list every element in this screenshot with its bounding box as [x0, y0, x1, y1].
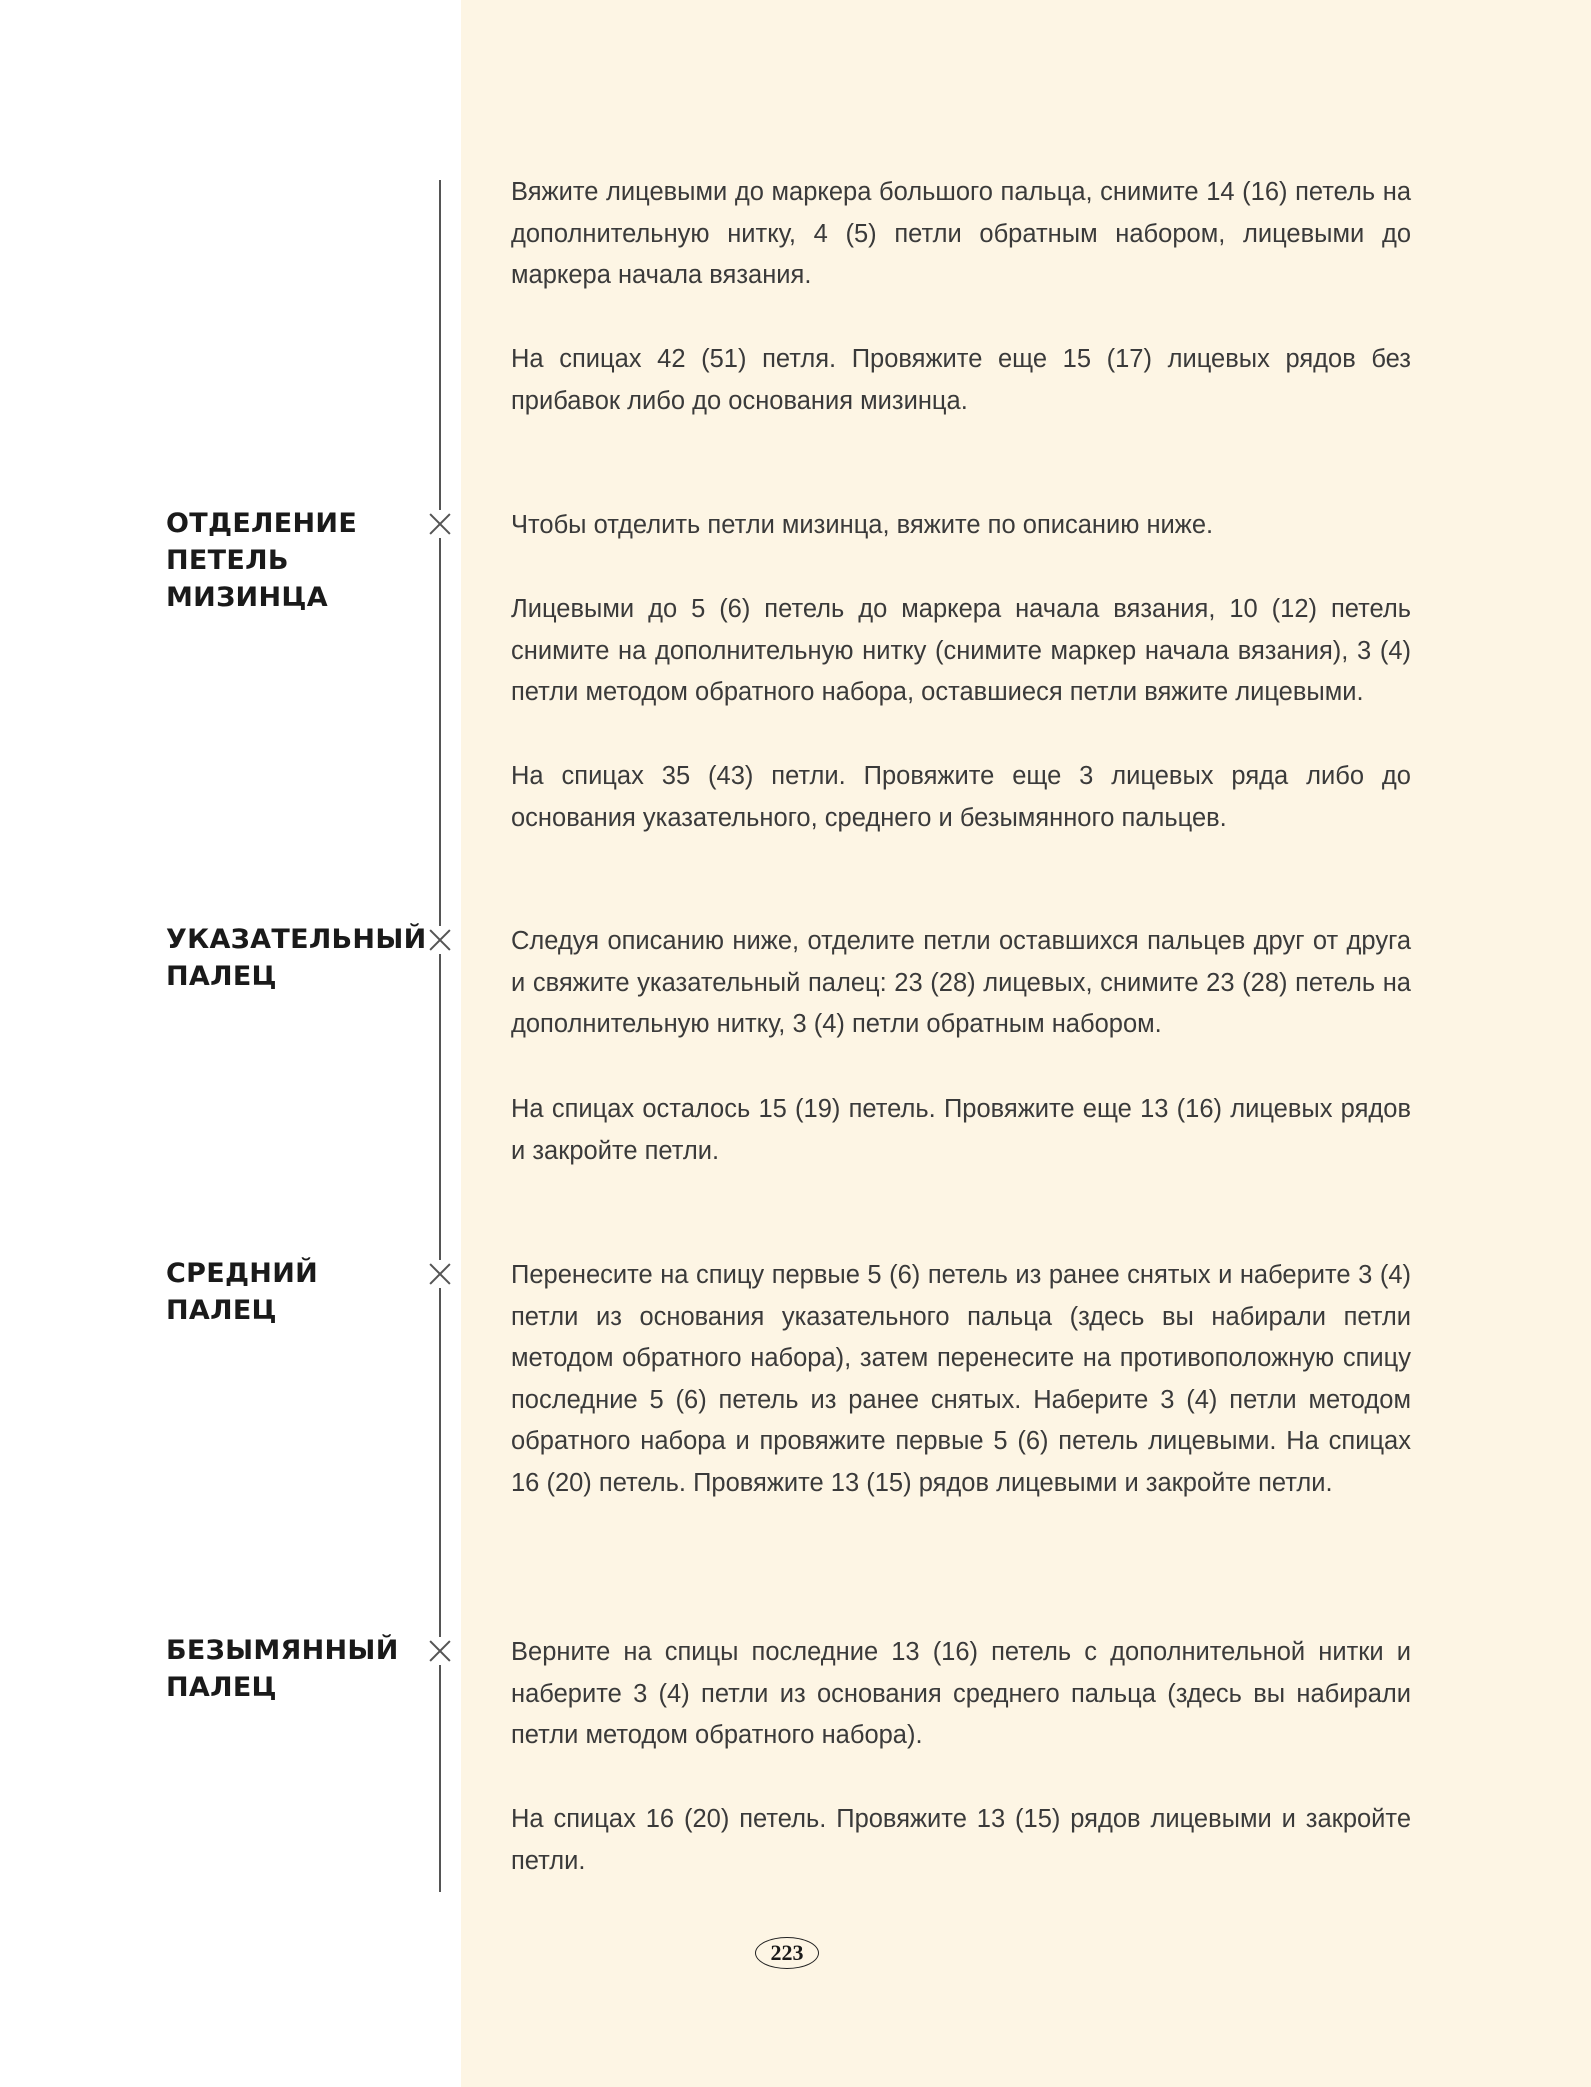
section-marker-cross-icon: [426, 926, 454, 954]
section-heading-pinky-separation: ОТДЕЛЕНИЕ ПЕТЕЛЬ МИЗИНЦА: [166, 508, 358, 613]
intro-paragraph-2: На спицах 42 (51) петля. Провяжите еще 15 (17) лицевых рядов без прибавок либо до основания мизинца.: [511, 345, 1411, 415]
section-2-paragraph-1: Следуя описанию ниже, отделите петли оставшихся пальцев друг от друга и свяжите указательный палец: 23 (28) лицевых, снимите 23 (28) петель на дополнительную нитку, 3 (4) петли обратным набором.: [511, 927, 1411, 1039]
page-number: 223: [755, 1937, 819, 1969]
section-1-paragraph-2: Лицевыми до 5 (6) петель до маркера начала вязания, 10 (12) петель снимите на дополнительную нитку (снимите маркер начала вязания), 3 (4) петли методом обратного набора, оставшиеся петли вяжите лицевыми.: [511, 595, 1411, 707]
section-3-paragraph-1: Перенесите на спицу первые 5 (6) петель из ранее снятых и наберите 3 (4) петли из основания указательного пальца (здесь вы набирали петли методом обратного набора), затем перенесите на противоположную спицу последние 5 (6) петель из ранее снятых. Наберите 3 (4) петли методом обратного набора и провяжите первые 5 (6) петель лицевыми. На спицах 16 (20) петель. Провяжите 13 (15) рядов лицевыми и закройте петли.: [511, 1261, 1411, 1497]
section-1-paragraph-3: На спицах 35 (43) петли. Провяжите еще 3 лицевых ряда либо до основания указательного, среднего и безымянного пальцев.: [511, 762, 1411, 832]
section-heading-index-finger: УКАЗАТЕЛЬНЫЙ ПАЛЕЦ: [166, 924, 427, 992]
section-4-paragraph-2: На спицах 16 (20) петель. Провяжите 13 (15) рядов лицевыми и закройте петли.: [511, 1805, 1411, 1875]
intro-paragraph-1: Вяжите лицевыми до маркера большого пальца, снимите 14 (16) петель на дополнительную нитку, 4 (5) петли обратным набором, лицевыми до маркера начала вязания.: [511, 178, 1411, 290]
section-2-paragraph-2: На спицах осталось 15 (19) петель. Провяжите еще 13 (16) лицевых рядов и закройте петли.: [511, 1095, 1411, 1165]
section-heading-middle-finger: СРЕДНИЙ ПАЛЕЦ: [166, 1258, 318, 1326]
section-marker-cross-icon: [426, 1637, 454, 1665]
section-4-paragraph-1: Верните на спицы последние 13 (16) петель с дополнительной нитки и наберите 3 (4) петли из основания среднего пальца (здесь вы набирали петли методом обратного набора).: [511, 1638, 1411, 1750]
section-marker-cross-icon: [426, 510, 454, 538]
section-heading-ring-finger: БЕЗЫМЯННЫЙ ПАЛЕЦ: [166, 1635, 399, 1703]
section-marker-cross-icon: [426, 1260, 454, 1288]
vertical-divider: [439, 180, 441, 1892]
section-1-paragraph-1: Чтобы отделить петли мизинца, вяжите по описанию ниже.: [511, 511, 1214, 539]
